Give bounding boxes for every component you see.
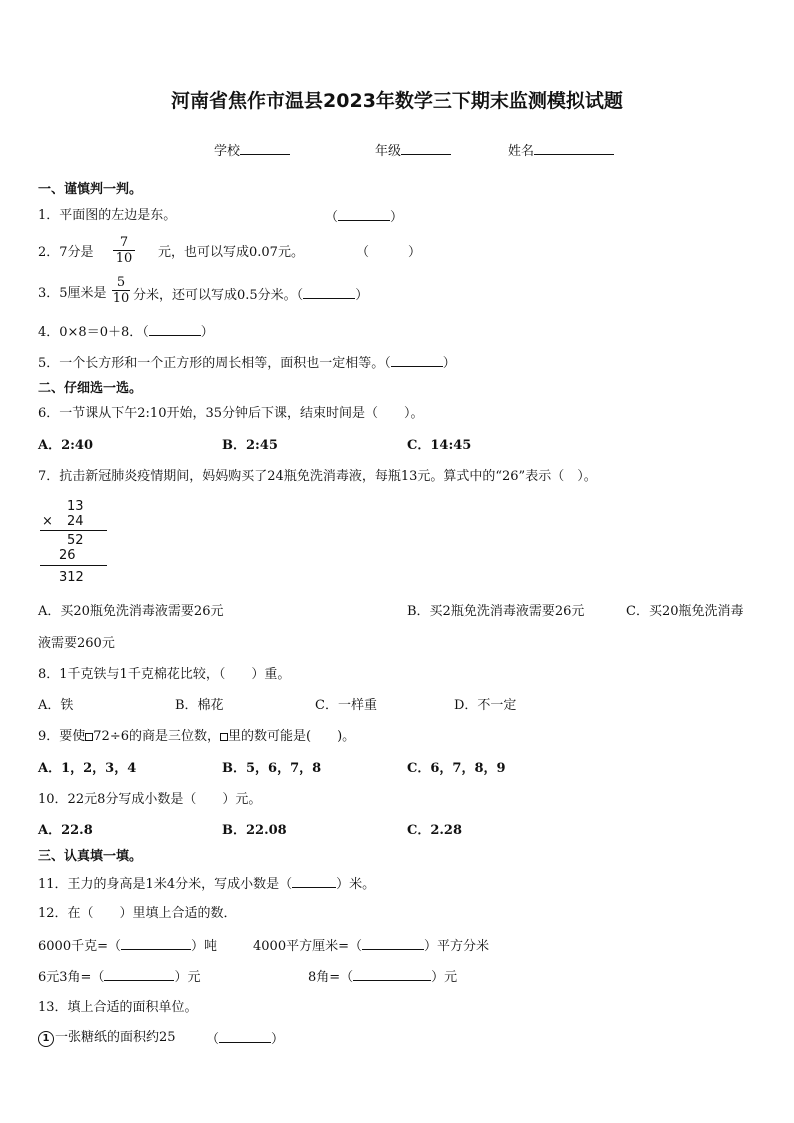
mult-result: 312	[59, 570, 84, 585]
question-9-post2: 里的数可能是( )。	[228, 729, 356, 744]
question-13-text: 13．填上合适的面积单位。	[38, 1000, 198, 1015]
grade-label: 年级	[375, 144, 402, 159]
question-5	[38, 354, 456, 372]
question-10-text: 10．22元8分写成小数是（ ）元。	[38, 792, 262, 807]
mult-factor-a: 13	[67, 499, 84, 514]
denominator: 10	[115, 251, 133, 266]
paren-right: ）	[390, 210, 404, 225]
question-7-option-b[interactable]: B．买2瓶免洗消毒液需要26元	[407, 604, 585, 619]
question-10-option-c[interactable]: C．2.28	[407, 823, 463, 838]
multiply-sign: ×	[42, 514, 53, 529]
answer-blank[interactable]	[362, 937, 424, 950]
question-5-text: 5．一个长方形和一个正方形的周长相等，面积也一定相等。（	[38, 356, 391, 371]
name-label: 姓名	[508, 144, 535, 159]
answer-blank[interactable]	[149, 323, 201, 336]
question-6-option-a[interactable]: A．2:40	[38, 438, 94, 453]
paren-left: （	[206, 1032, 220, 1047]
question-3-pre: 3．5厘米是	[38, 286, 107, 301]
grade-field	[375, 142, 451, 160]
answer-blank[interactable]	[353, 968, 431, 981]
paren-right: ）	[271, 1032, 285, 1047]
answer-blank[interactable]	[303, 286, 355, 299]
question-9-option-b[interactable]: B．5，6，7，8	[222, 761, 322, 776]
name-blank[interactable]	[534, 142, 614, 155]
answer-blank[interactable]	[104, 968, 174, 981]
question-13-sub-1	[38, 1030, 176, 1047]
question-13-answer[interactable]	[206, 1030, 284, 1048]
question-7-text: 7．抗击新冠肺炎疫情期间，妈妈购买了24瓶免洗消毒液，每瓶13元。算式中的“26”表示（ ）。	[38, 469, 597, 484]
sub-text: 一张糖纸的面积约25	[55, 1030, 176, 1045]
unit: ）吨	[190, 939, 217, 954]
label: 8角=（	[308, 970, 354, 985]
question-12-row1-a	[38, 937, 217, 955]
question-12-row2-b	[308, 968, 457, 986]
question-8-option-d[interactable]: D．不一定	[454, 698, 517, 713]
mult-partial-1: 52	[67, 533, 84, 548]
question-12-text: 12．在（ ）里填上合适的数．	[38, 906, 237, 921]
question-1-text: 1．平面图的左边是东。	[38, 208, 177, 223]
question-1	[38, 208, 176, 224]
question-11	[38, 875, 375, 893]
unit: ）元	[174, 970, 201, 985]
question-4	[38, 323, 214, 341]
question-9-post: 72÷6的商是三位数，	[93, 729, 220, 744]
question-6-option-c[interactable]: C．14:45	[407, 438, 472, 453]
unit: ）元	[431, 970, 458, 985]
question-7-option-c[interactable]: C．买20瓶免洗消毒	[626, 604, 744, 619]
question-6-option-b[interactable]: B．2:45	[222, 438, 278, 453]
answer-blank[interactable]	[338, 208, 390, 221]
page-title: 河南省焦作市温县2023年数学三下期末监测模拟试题	[171, 90, 623, 112]
numerator: 7	[119, 235, 129, 250]
question-10-option-b[interactable]: B．22.08	[222, 823, 287, 838]
answer-blank[interactable]	[219, 1030, 271, 1043]
paren-left: （	[325, 210, 339, 225]
question-10-option-a[interactable]: A．22.8	[38, 823, 93, 838]
paren-right: ）	[200, 325, 214, 340]
question-2-post: 元，也可以写成0.07元。	[158, 245, 304, 260]
denominator: 10	[112, 291, 130, 306]
label: 4000平方厘米=（	[253, 939, 362, 954]
mult-rule-1	[40, 530, 107, 531]
label: 6000千克=（	[38, 939, 121, 954]
numerator: 5	[116, 275, 126, 290]
question-11-pre: 11．王力的身高是1米4分米，写成小数是（	[38, 877, 293, 892]
question-1-answer[interactable]	[325, 208, 403, 226]
fraction-5-10	[112, 275, 130, 306]
circled-number-icon: 1	[38, 1031, 54, 1047]
answer-blank[interactable]	[391, 354, 443, 367]
question-7-option-a[interactable]: A．买20瓶免洗消毒液需要26元	[38, 604, 224, 619]
paren-right: ）	[442, 356, 456, 371]
fraction-7-10	[113, 235, 135, 266]
question-4-text: 4．0×8＝0＋8．（	[38, 325, 149, 340]
mult-factor-b: 24	[67, 514, 84, 529]
question-8-option-c[interactable]: C．一样重	[315, 698, 377, 713]
unit: ）平方分米	[423, 939, 489, 954]
question-8-option-b[interactable]: B．棉花	[175, 698, 224, 713]
paren-right: ）	[355, 288, 369, 303]
question-12-row1-b	[253, 937, 489, 955]
question-8-text: 8．1千克铁与1千克棉花比较，（ ）重。	[38, 667, 291, 682]
question-7-option-c-cont: 液需要260元	[38, 636, 115, 651]
question-9	[38, 729, 355, 745]
school-field	[214, 142, 290, 160]
question-9-option-a[interactable]: A．1，2，3，4	[38, 761, 137, 776]
question-6-text: 6．一节课从下午2:10开始，35分钟后下课，结束时间是（ ）。	[38, 406, 424, 421]
answer-blank[interactable]	[292, 875, 336, 888]
question-11-post: ）米。	[336, 877, 376, 892]
school-label: 学校	[214, 144, 241, 159]
name-field	[508, 142, 614, 160]
question-9-pre: 9．要使	[38, 729, 86, 744]
question-9-option-c[interactable]: C．6，7，8，9	[407, 761, 506, 776]
section-2-heading: 二、仔细选一选。	[38, 381, 143, 396]
question-2-pre: 2．7分是	[38, 245, 94, 260]
school-blank[interactable]	[240, 142, 290, 155]
label: 6元3角=（	[38, 970, 105, 985]
section-1-heading: 一、谨慎判一判。	[38, 182, 143, 197]
mult-partial-2: 26	[59, 548, 76, 563]
question-8-option-a[interactable]: A．铁	[38, 698, 74, 713]
answer-blank[interactable]	[121, 937, 191, 950]
blank-box-icon	[220, 733, 228, 741]
question-2-answer[interactable]: （ ）	[356, 245, 422, 260]
grade-blank[interactable]	[401, 142, 451, 155]
question-3-post-text: 分米，还可以写成0.5分米。（	[133, 288, 304, 303]
question-12-row2-a	[38, 968, 200, 986]
section-3-heading: 三、认真填一填。	[38, 849, 143, 864]
mult-rule-2	[40, 565, 107, 566]
question-3-post	[133, 286, 368, 304]
